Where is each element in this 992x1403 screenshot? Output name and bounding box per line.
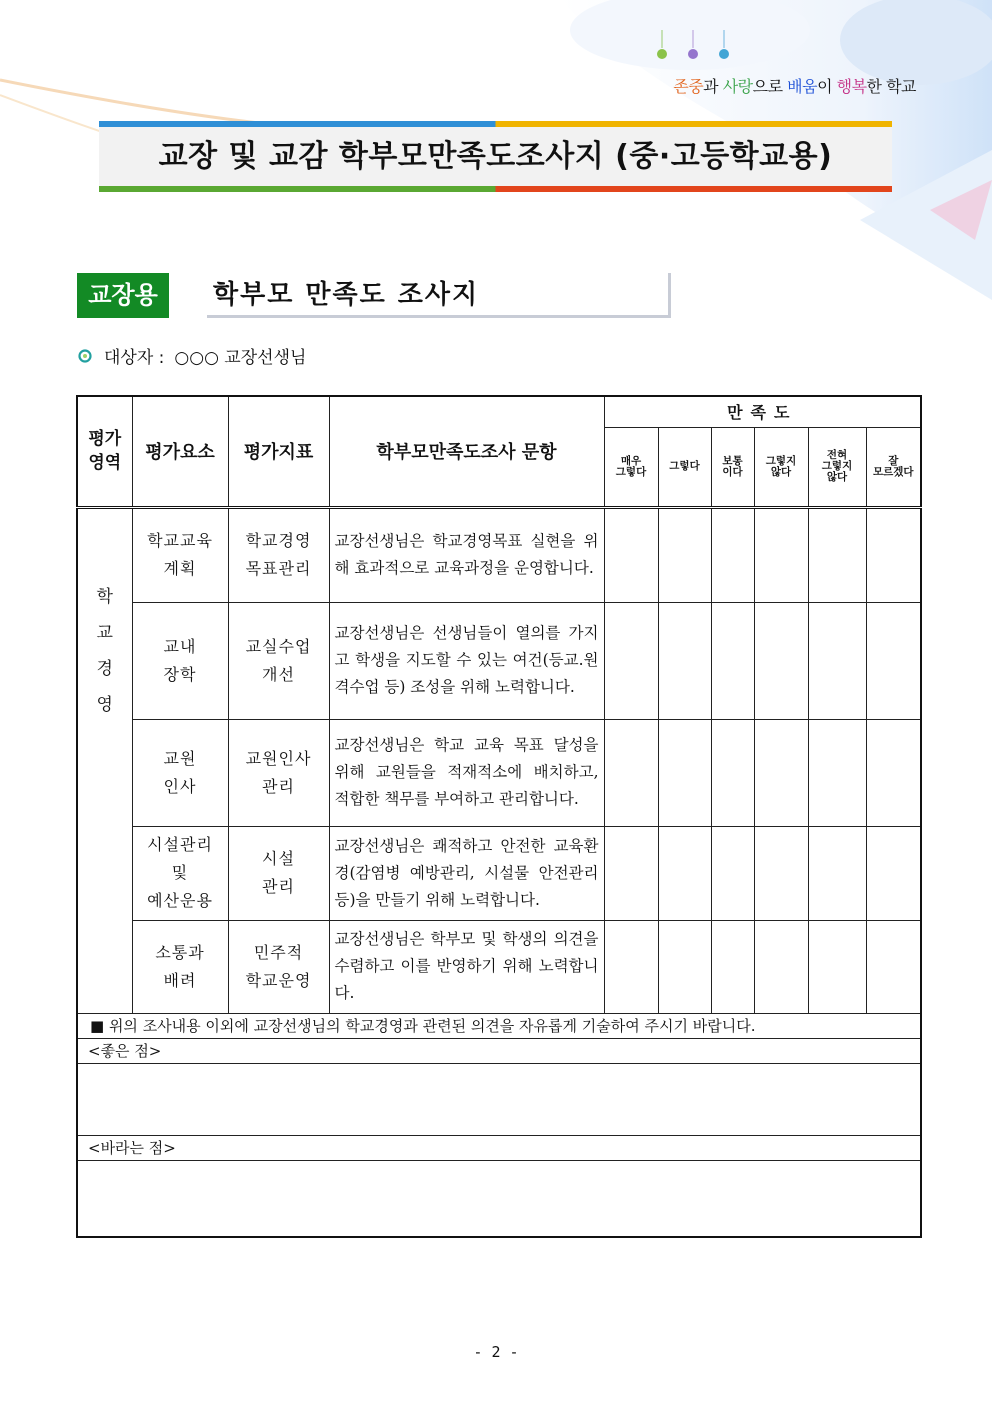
question-cell: 교장선생님은 쾌적하고 안전한 교육환경(감염병 예방관리, 시설물 안전관리 등)을 만들기 위해 노력합니다.	[329, 826, 604, 920]
indicator-cell: 교실수업 개선	[228, 602, 329, 719]
answer-cell[interactable]	[604, 719, 658, 826]
motto-word-respect: 존중	[673, 77, 704, 96]
answer-cell[interactable]	[658, 719, 711, 826]
answer-cell[interactable]	[711, 719, 754, 826]
table-row	[77, 602, 921, 719]
answer-cell[interactable]	[658, 826, 711, 920]
answer-cell[interactable]	[866, 826, 921, 920]
scale-very-agree: 매우 그렇다	[604, 427, 658, 507]
answer-cell[interactable]	[604, 507, 658, 602]
good-points-label: <좋은 점>	[77, 1038, 921, 1063]
target-line	[78, 343, 306, 368]
answer-cell[interactable]	[658, 602, 711, 719]
page-title: 교장 및 교감 학부모만족도조사지 (중·고등학교용)	[158, 139, 833, 174]
table-row	[77, 920, 921, 1013]
title-banner	[99, 121, 892, 192]
answer-cell[interactable]	[866, 602, 921, 719]
motto-connector: 과	[703, 77, 723, 96]
subtitle-box	[207, 273, 671, 318]
good-points-input[interactable]	[77, 1063, 921, 1135]
table-row	[77, 826, 921, 920]
motto-word-learning: 배움	[787, 77, 818, 96]
answer-cell[interactable]	[711, 602, 754, 719]
scale-agree: 그렇다	[658, 427, 711, 507]
motto-ending: 한 학교	[866, 77, 916, 96]
answer-cell[interactable]	[604, 826, 658, 920]
answer-cell[interactable]	[604, 602, 658, 719]
answer-cell[interactable]	[866, 719, 921, 826]
scale-disagree: 그렇지 않다	[754, 427, 808, 507]
answer-cell[interactable]	[808, 719, 866, 826]
motto-word-love: 사랑	[722, 77, 753, 96]
title-bottom-bar	[99, 186, 892, 192]
answer-cell[interactable]	[604, 920, 658, 1013]
answer-cell[interactable]	[808, 920, 866, 1013]
indicator-cell: 학교경영 목표관리	[228, 507, 329, 602]
question-cell: 교장선생님은 선생님들이 열의를 가지고 학생을 지도할 수 있는 여건(등교.원격수업 등) 조성을 위해 노력합니다.	[329, 602, 604, 719]
answer-cell[interactable]	[866, 920, 921, 1013]
target-value: ○○○ 교장선생님	[174, 348, 307, 368]
element-cell: 학교교육 계획	[132, 507, 228, 602]
answer-cell[interactable]	[866, 507, 921, 602]
header-element: 평가요소	[132, 396, 228, 507]
hopes-label: <바라는 점>	[77, 1135, 921, 1160]
element-cell: 교원 인사	[132, 719, 228, 826]
header-satisfaction: 만족도	[604, 396, 921, 427]
question-cell: 교장선생님은 학교경영목표 실현을 위해 효과적으로 교육과정을 운영합니다.	[329, 507, 604, 602]
answer-cell[interactable]	[711, 826, 754, 920]
hopes-input[interactable]	[77, 1160, 921, 1237]
principal-label: 교장용	[77, 273, 169, 318]
header-area: 평가 영역	[77, 396, 132, 507]
circle-bullet-icon	[78, 349, 92, 363]
subtitle: 학부모 만족도 조사지	[213, 280, 480, 310]
answer-cell[interactable]	[754, 920, 808, 1013]
table-row	[77, 507, 921, 602]
decorative-dots-icon	[648, 30, 738, 70]
answer-cell[interactable]	[711, 920, 754, 1013]
motto-word-happiness: 행복	[836, 77, 867, 96]
answer-cell[interactable]	[754, 602, 808, 719]
answer-cell[interactable]	[658, 507, 711, 602]
question-cell: 교장선생님은 학부모 및 학생의 의견을 수렴하고 이를 반영하기 위해 노력합니다.	[329, 920, 604, 1013]
answer-cell[interactable]	[808, 507, 866, 602]
page-number: - 2 -	[473, 1343, 519, 1361]
target-label: 대상자 :	[104, 348, 165, 368]
scale-strongly-disagree: 전혀 그렇지 않다	[808, 427, 866, 507]
survey-table	[76, 395, 922, 1238]
answer-cell[interactable]	[808, 826, 866, 920]
answer-cell[interactable]	[658, 920, 711, 1013]
school-motto	[673, 74, 916, 97]
header-indicator: 평가지표	[228, 396, 329, 507]
scale-neutral: 보통 이다	[711, 427, 754, 507]
indicator-cell: 시설 관리	[228, 826, 329, 920]
element-cell: 교내 장학	[132, 602, 228, 719]
motto-connector: 이	[817, 77, 837, 96]
comment-instruction: ■ 위의 조사내용 이외에 교장선생님의 학교경영과 관련된 의견을 자유롭게 기술하여 주시기 바랍니다.	[77, 1013, 921, 1038]
motto-connector: 으로	[752, 77, 788, 96]
element-cell: 소통과 배려	[132, 920, 228, 1013]
scale-unknown: 잘 모르겠다	[866, 427, 921, 507]
answer-cell[interactable]	[754, 507, 808, 602]
question-cell: 교장선생님은 학교 교육 목표 달성을 위해 교원들을 적재적소에 배치하고, 적합한 책무를 부여하고 관리합니다.	[329, 719, 604, 826]
answer-cell[interactable]	[808, 602, 866, 719]
table-row	[77, 719, 921, 826]
answer-cell[interactable]	[754, 826, 808, 920]
area-cell: 학 교 경 영	[77, 507, 132, 1013]
answer-cell[interactable]	[754, 719, 808, 826]
indicator-cell: 민주적 학교운영	[228, 920, 329, 1013]
answer-cell[interactable]	[711, 507, 754, 602]
indicator-cell: 교원인사 관리	[228, 719, 329, 826]
header-question: 학부모만족도조사 문항	[329, 396, 604, 507]
element-cell: 시설관리 및 예산운용	[132, 826, 228, 920]
